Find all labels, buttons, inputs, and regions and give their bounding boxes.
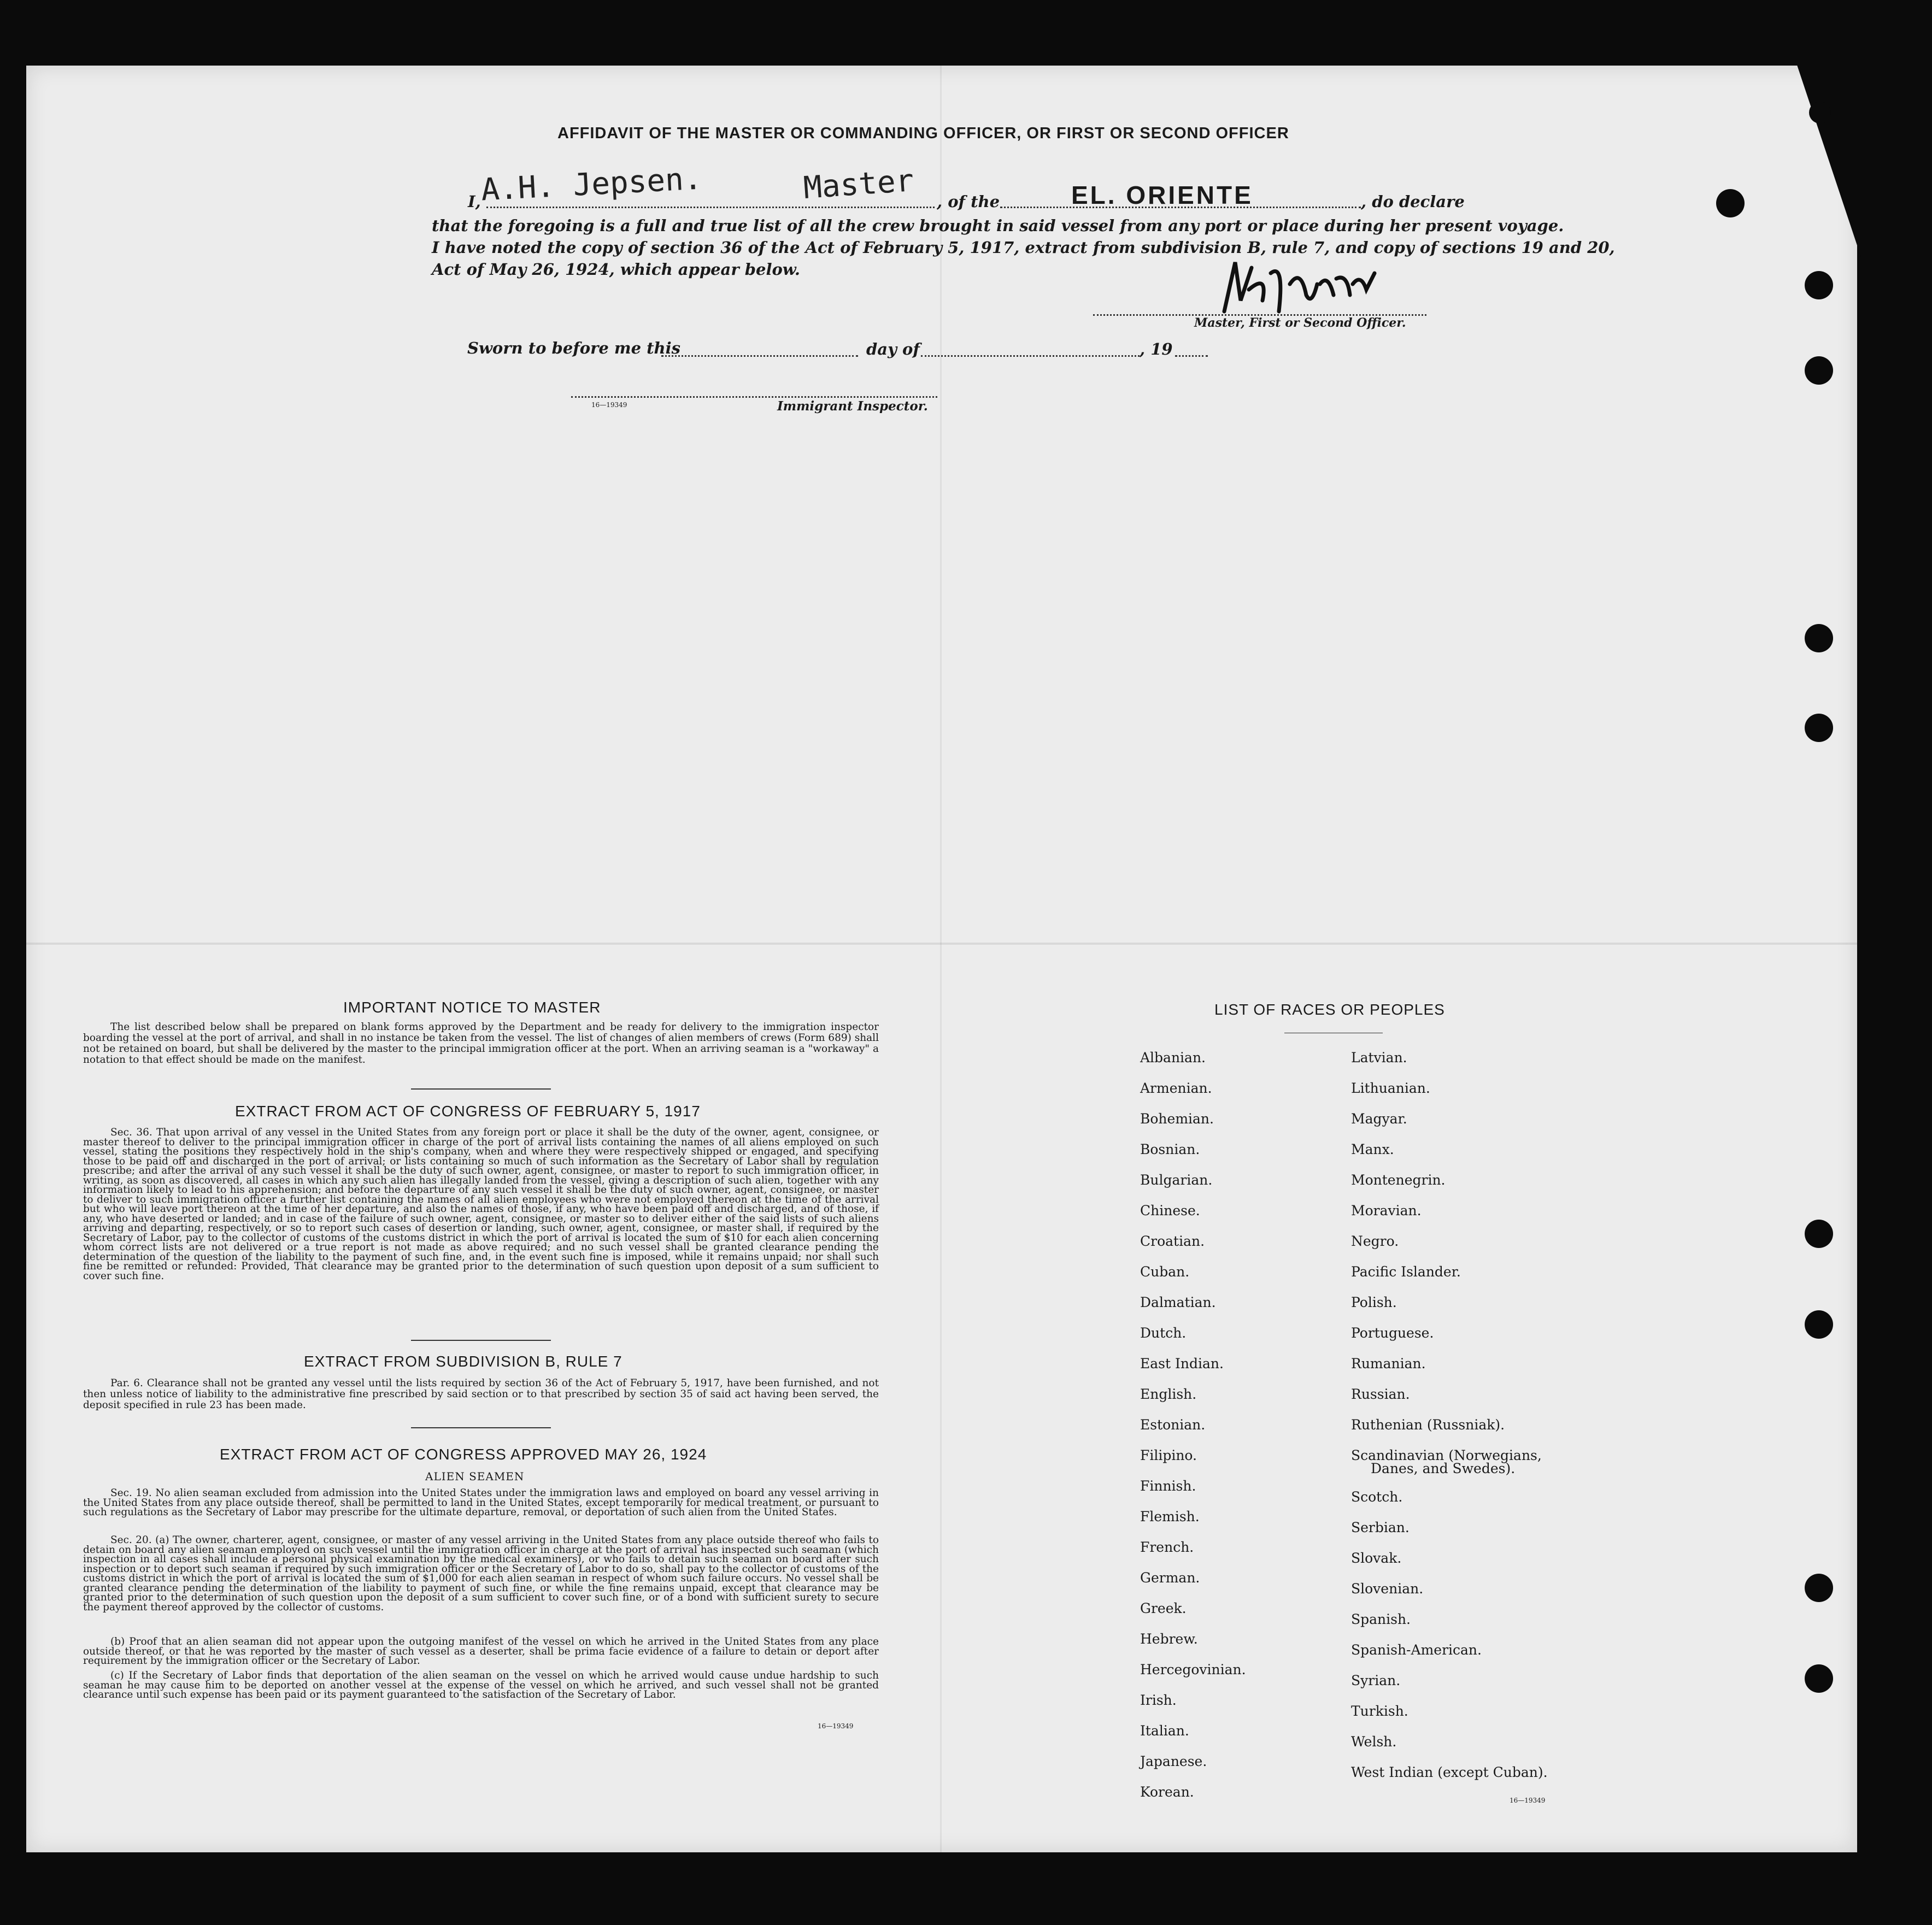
race-item: Filipino. bbox=[1140, 1447, 1197, 1463]
race-item: Welsh. bbox=[1351, 1734, 1397, 1750]
inspector-caption: Immigrant Inspector. bbox=[777, 399, 928, 414]
race-item: East Indian. bbox=[1140, 1356, 1224, 1371]
do-declare-label: , do declare bbox=[1361, 192, 1465, 211]
race-item: Manx. bbox=[1351, 1141, 1394, 1157]
handwritten-name: A.H. Jepsen. bbox=[480, 161, 703, 208]
vessel-name-stamp: EL. ORIENTE bbox=[1071, 181, 1253, 209]
sec20c-text: (c) If the Secretary of Labor finds that deportation of the alien seaman on the vessel on which he arrived would cause undue hardship to such seaman he may cause him to be deported on another vessel at the expense of the vessel on which he arrived, and such vessel shall not be granted clearance until such expense has been paid or its payment guaranteed to the satisfaction of the Secretary of Labor. bbox=[83, 1670, 879, 1700]
affidavit-title: AFFIDAVIT OF THE MASTER OR COMMANDING OFFICER, OR FIRST OR SECOND OFFICER bbox=[557, 125, 1289, 142]
punch-hole bbox=[1805, 1574, 1833, 1602]
race-item: Ruthenian (Russniak). bbox=[1351, 1417, 1505, 1433]
race-item: Hercegovinian. bbox=[1140, 1662, 1246, 1677]
divider bbox=[411, 1340, 551, 1341]
races-column-1 bbox=[1140, 1043, 1246, 1808]
punch-hole bbox=[1805, 356, 1833, 385]
name-blank bbox=[486, 207, 935, 208]
divider bbox=[411, 1088, 551, 1090]
sworn-year-blank bbox=[1175, 355, 1208, 357]
race-item: Croatian. bbox=[1140, 1233, 1205, 1249]
sec20a-text: Sec. 20. (a) The owner, charterer, agent, consignee, or master of any vessel arriving in the United States from any place outside thereof who fails to detain on board any alien seaman employed on such vessel until the immigration officer in charge at the port of arrival has inspected such seaman (which inspection in all cases shall include a personal physical examination by the medical examiners), or who fails to detain such seaman on board after such inspection or to deport such seaman if required by such immigration officer or the Secretary of Labor to do so, shall pay to the collector of customs of the customs district in which the port of arrival is located the sum of $1,000 for each alien seaman in respect of whom such failure occurs. No vessel shall be granted clearance pending the determination of the liability to payment of such fine, or while the fine remains unpaid, except that clearance may be granted prior to the determination of such question upon the deposit of a sum sufficient to cover such fine, or of a bond with sufficient surety to secure the payment thereof approved by the collector of customs. bbox=[83, 1534, 879, 1613]
affidavit-line-4: Act of May 26, 1924, which appear below. bbox=[432, 260, 800, 279]
race-item: Bohemian. bbox=[1140, 1111, 1214, 1127]
race-item: Bosnian. bbox=[1140, 1141, 1200, 1157]
extract-1917-title: EXTRACT FROM ACT OF CONGRESS OF FEBRUARY 5, 1917 bbox=[235, 1103, 701, 1120]
inspector-signature-line bbox=[571, 396, 937, 398]
race-item: Lithuanian. bbox=[1351, 1080, 1430, 1096]
race-item: Spanish. bbox=[1351, 1611, 1411, 1627]
punch-hole bbox=[1716, 189, 1745, 217]
race-item: Korean. bbox=[1140, 1784, 1194, 1800]
race-item: Spanish-American. bbox=[1351, 1642, 1482, 1658]
race-item: Pacific Islander. bbox=[1351, 1264, 1461, 1280]
race-item: Bulgarian. bbox=[1140, 1172, 1213, 1188]
race-item: Japanese. bbox=[1140, 1753, 1207, 1769]
race-item: Rumanian. bbox=[1351, 1356, 1426, 1371]
race-item: Dalmatian. bbox=[1140, 1294, 1216, 1310]
fold-line-horizontal bbox=[26, 943, 1857, 945]
affidavit-line-2: that the foregoing is a full and true list of all the crew brought in said vessel from any port or place during her present voyage. bbox=[432, 216, 1564, 235]
race-item: Scotch. bbox=[1351, 1489, 1403, 1505]
race-item: German. bbox=[1140, 1570, 1200, 1586]
sec20b-text: (b) Proof that an alien seaman did not appear upon the outgoing manifest of the vessel on which he arrived in the United States from any place outside thereof, or that he was reported by the master of such vessel as a deserter, shall be prima facie evidence of a failure to detain or deport after requirement by the immigration officer or the Secretary of Labor. bbox=[83, 1636, 879, 1667]
day-of-label: day of bbox=[866, 340, 920, 358]
races-title: LIST OF RACES OR PEOPLES bbox=[1214, 1001, 1445, 1018]
race-item: Syrian. bbox=[1351, 1673, 1401, 1688]
form-number-left: 16—19349 bbox=[818, 1722, 854, 1730]
sworn-day-blank bbox=[661, 355, 858, 357]
punch-hole bbox=[1805, 1310, 1833, 1339]
master-signature bbox=[1219, 251, 1383, 322]
of-the-label: , of the bbox=[937, 192, 1000, 211]
form-number-top: 16—19349 bbox=[591, 401, 627, 409]
handwritten-rank: Master bbox=[802, 163, 915, 206]
race-item: Greek. bbox=[1140, 1600, 1187, 1616]
race-item: Irish. bbox=[1140, 1692, 1177, 1708]
race-item: Danes, and Swedes). bbox=[1371, 1461, 1516, 1476]
punch-hole bbox=[1805, 271, 1833, 299]
race-item: Polish. bbox=[1351, 1294, 1397, 1310]
race-item: Moravian. bbox=[1351, 1203, 1422, 1218]
race-item: Montenegrin. bbox=[1351, 1172, 1446, 1188]
sworn-prefix: Sworn to before me this bbox=[467, 339, 680, 357]
notice-text: The list described below shall be prepared on blank forms approved by the Department and be ready for delivery to the immigration inspector boarding the vessel at the port of arrival, and shall in no instance be taken from the vessel. The list of changes of alien members of crews (Form 689) shall not be retained on board, but shall be delivered by the master to the principal immigration officer at the port. When an arriving seaman is a "workaway" a notation to that effect should be made on the manifest. bbox=[83, 1021, 879, 1065]
race-item: Chinese. bbox=[1140, 1203, 1200, 1218]
notice-title: IMPORTANT NOTICE TO MASTER bbox=[343, 999, 601, 1016]
rule7-title: EXTRACT FROM SUBDIVISION B, RULE 7 bbox=[304, 1353, 623, 1370]
race-item: Cuban. bbox=[1140, 1264, 1190, 1280]
rule7-text: Par. 6. Clearance shall not be granted any vessel until the lists required by section 36 of the Act of February 5, 1917, have been furnished, and not then unless notice of liability to the administrative fine prescribed by said section or to that prescribed by section 35 of said act having been served, the deposit specified in rule 23 has been made. bbox=[83, 1377, 879, 1411]
extract-1917-text: Sec. 36. That upon arrival of any vessel in the United States from any foreign port or place it shall be the duty of the owner, agent, consignee, or master thereof to deliver to the principal immigration officer in charge of the port of arrival lists containing the names of all aliens employed on such vessel, stating the positions they respectively hold in the ship's company, when and where they were respectively shipped or engaged, and specifying those to be paid off and discharged in the port of arrival; or lists containing so much of such information as the Secretary of Labor shall by regulation prescribe; and after the arrival of any such vessel it shall be the duty of such owner, agent, consignee, or master to report to such immigration officer, in writing, as soon as discovered, all cases in which any such alien has illegally landed from the vessel, giving a description of such alien, together with any information likely to lead to his apprehension; and before the departure of any such vessel it shall be the duty of such owner, agent, consignee, or master to deliver to such immigration officer a further list containing the names of all alien employees who were not employed thereon at the time of the arrival but who will leave port thereon at the time of her departure, and also the names of those, if any, who have been paid off and discharged, and of those, if any, who have deserted or landed; and in case of the failure of such owner, agent, consignee, or master so to deliver either of the said lists of such aliens arriving and departing, respectively, or so to report such cases of desertion or landing, such owner, agent, consignee, or master shall, if required by the Secretary of Labor, pay to the collector of customs of the customs district in which the port of arrival is located the sum of $10 for each alien concerning whom correct lists are not delivered or a true report is not made as above required; and no such vessel shall be granted clearance pending the determination of the question of the liability to the payment of such fine, and, in the event such fine is imposed, while it remains unpaid; nor shall such fine be remitted or refunded: Provided, That clearance may be granted prior to the determination of such question upon deposit of a sum sufficient to cover such fine. bbox=[83, 1127, 879, 1282]
race-item: Hebrew. bbox=[1140, 1631, 1198, 1647]
race-item: Armenian. bbox=[1140, 1080, 1212, 1096]
sec19-text: Sec. 19. No alien seaman excluded from admission into the United States under the immigration laws and employed on board any vessel arriving in the United States from any place outside thereof, shall be permitted to land in the United States, except temporarily for medical treatment, or pursuant to such regulations as the Secretary of Labor may prescribe for the ultimate departure, removal, or deportation of such alien from the United States. bbox=[83, 1487, 879, 1518]
punch-hole bbox=[1805, 624, 1833, 652]
race-item: Albanian. bbox=[1140, 1050, 1206, 1065]
race-item: Dutch. bbox=[1140, 1325, 1187, 1341]
torn-corner bbox=[1795, 60, 1861, 257]
race-item: Slovak. bbox=[1351, 1550, 1402, 1566]
affidavit-i-label: I, bbox=[468, 192, 481, 211]
races-column-2 bbox=[1351, 1043, 1548, 1788]
race-item: Turkish. bbox=[1351, 1703, 1408, 1719]
race-item: Slovenian. bbox=[1351, 1581, 1424, 1597]
race-item: West Indian (except Cuban). bbox=[1351, 1764, 1548, 1780]
race-item: Flemish. bbox=[1140, 1509, 1200, 1524]
sworn-month-blank bbox=[921, 355, 1140, 357]
race-item: Portuguese. bbox=[1351, 1325, 1434, 1341]
race-item: Magyar. bbox=[1351, 1111, 1407, 1127]
punch-hole bbox=[1805, 1220, 1833, 1248]
fold-line-vertical bbox=[940, 66, 942, 1852]
race-item: Scandinavian (Norwegians, bbox=[1351, 1447, 1542, 1463]
race-item: French. bbox=[1140, 1539, 1194, 1555]
race-item: Russian. bbox=[1351, 1386, 1410, 1402]
affidavit-line-3: I have noted the copy of section 36 of the Act of February 5, 1917, extract from subdivision B, rule 7, and copy of sections 19 and 20, bbox=[432, 238, 1615, 257]
race-item: Negro. bbox=[1351, 1233, 1399, 1249]
race-item: Italian. bbox=[1140, 1723, 1189, 1739]
alien-seamen-subtitle: ALIEN SEAMEN bbox=[425, 1470, 525, 1483]
form-number-right: 16—19349 bbox=[1510, 1797, 1546, 1804]
race-item: Latvian. bbox=[1351, 1050, 1407, 1065]
race-item: Serbian. bbox=[1351, 1520, 1410, 1535]
race-item: Finnish. bbox=[1140, 1478, 1196, 1494]
punch-hole bbox=[1805, 1664, 1833, 1693]
extract-1924-title: EXTRACT FROM ACT OF CONGRESS APPROVED MAY 26, 1924 bbox=[220, 1446, 707, 1463]
punch-hole bbox=[1805, 714, 1833, 742]
race-item: Estonian. bbox=[1140, 1417, 1206, 1433]
punch-hole bbox=[1809, 102, 1831, 123]
year-prefix: , 19 bbox=[1140, 340, 1173, 358]
divider bbox=[411, 1427, 551, 1428]
signature-caption: Master, First or Second Officer. bbox=[1194, 316, 1406, 330]
race-item: English. bbox=[1140, 1386, 1197, 1402]
